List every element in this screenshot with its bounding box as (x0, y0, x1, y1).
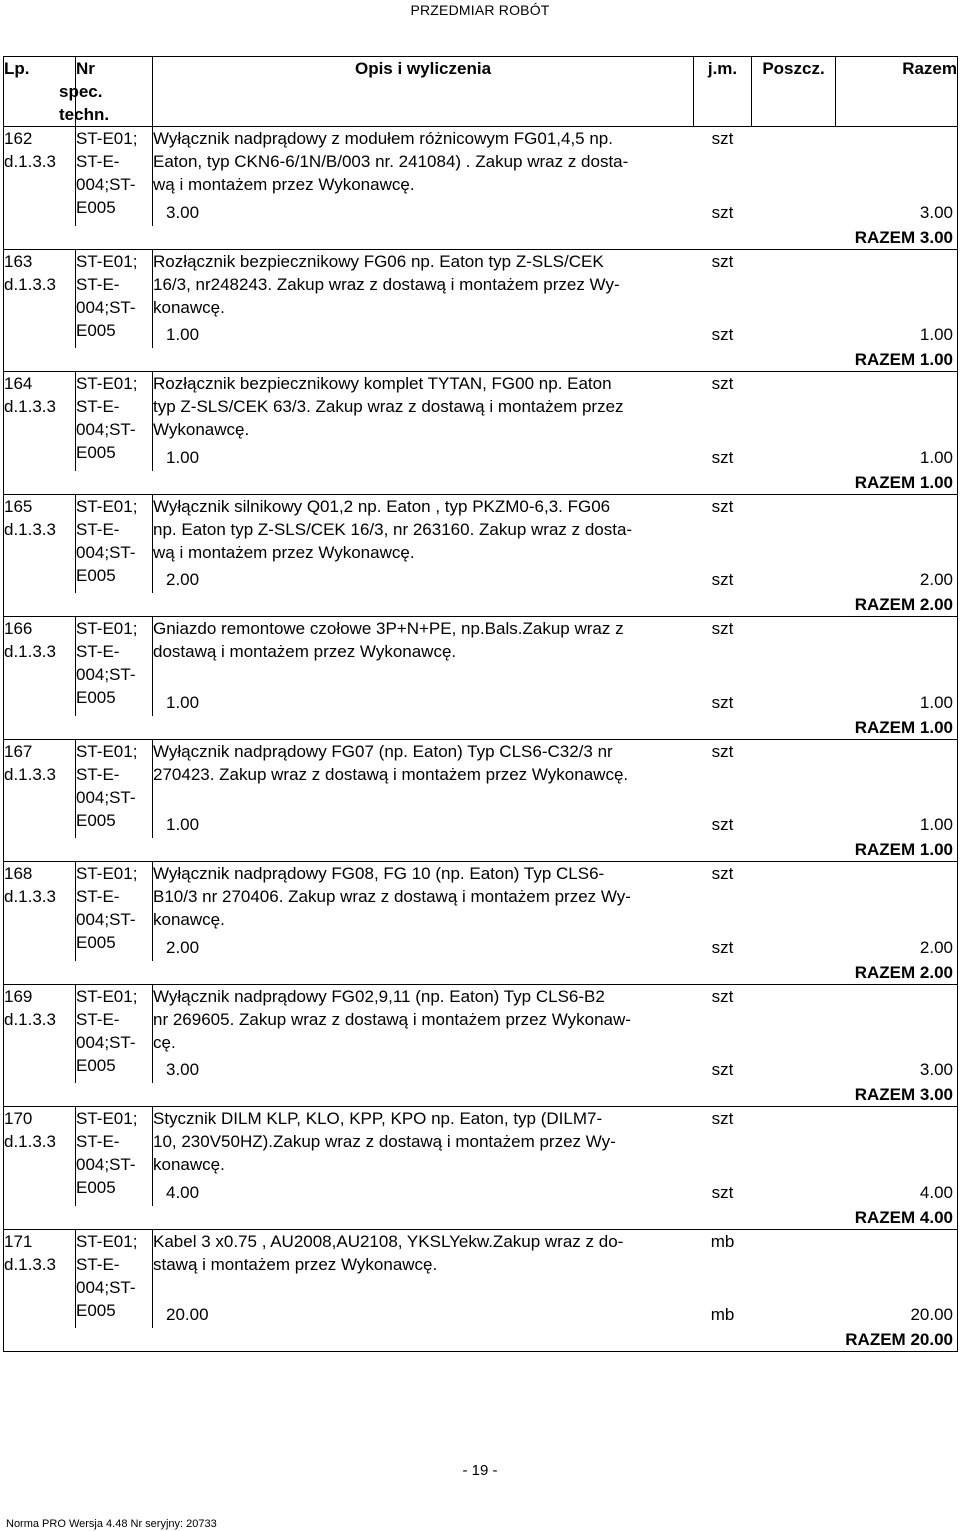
calc-poszcz (752, 1181, 836, 1206)
item-spec-line: ST-E- (76, 1009, 120, 1029)
calc-quantity: 3.00 (153, 1058, 694, 1083)
item-lp-number: 169 (4, 986, 33, 1006)
item-description (153, 249, 694, 323)
item-unit: szt (711, 374, 734, 393)
software-version: Norma PRO Wersja 4.48 Nr seryjny: 20733 (6, 1518, 217, 1530)
column-header-nr (59, 57, 153, 127)
page-number: - 19 - (462, 1462, 498, 1479)
sum-row (4, 593, 958, 617)
sum-row (4, 471, 958, 495)
item-poszcz (752, 984, 836, 1058)
column-header-nr-line: Nr (76, 59, 95, 78)
sum-row (4, 1328, 958, 1352)
item-description-line: B10/3 nr 270406. Zakup wraz z dostawą i montażem przez Wy- (153, 887, 631, 906)
item-lp-section: d.1.3.3 (4, 1009, 56, 1029)
column-header-lp: Lp. (4, 57, 76, 127)
calc-poszcz (752, 1303, 836, 1328)
sum-label: RAZEM (854, 227, 916, 247)
item-spec-line: ST-E- (76, 642, 120, 661)
sum-spacer (4, 1083, 752, 1107)
item-lp-number: 167 (4, 741, 33, 761)
calc-poszcz (752, 813, 836, 838)
item-poszcz (752, 1229, 836, 1303)
item-lp (4, 127, 76, 226)
item-poszcz (752, 494, 836, 568)
item-lp (4, 249, 76, 348)
page-header-title: PRZEDMIAR ROBÓT (410, 2, 550, 18)
item-razem (836, 127, 958, 201)
item-poszcz (752, 1107, 836, 1181)
item-unit: szt (711, 864, 734, 883)
item-description-line: Wyłącznik nadprądowy FG07 (np. Eaton) Typ CLS6-C32/3 nr (153, 741, 613, 761)
item-description (153, 127, 694, 201)
item-lp (4, 984, 76, 1083)
sum-value: 1.00 (919, 350, 953, 369)
calc-poszcz (752, 691, 836, 716)
item-lp-number: 166 (4, 619, 33, 638)
item-spec (76, 372, 153, 471)
sum-razem (752, 226, 958, 250)
calc-unit: szt (711, 692, 734, 712)
item-description (153, 1107, 694, 1181)
item-spec-line: ST-E- (76, 887, 120, 906)
table-row (4, 1229, 958, 1303)
item-spec-line: 004;ST- (76, 175, 136, 194)
item-lp (4, 617, 76, 716)
item-spec-line: ST-E01; (76, 986, 138, 1006)
item-spec-line: 004;ST- (76, 910, 136, 929)
item-spec-line: ST-E01; (76, 864, 138, 883)
sum-razem (752, 348, 958, 372)
calc-quantity: 1.00 (153, 813, 694, 838)
item-description-line: np. Eaton typ Z-SLS/CEK 16/3, nr 263160. Zakup wraz z dosta- (153, 519, 633, 539)
item-lp-number: 168 (4, 864, 33, 883)
calc-value: 2.00 (836, 568, 958, 593)
calc-poszcz (752, 568, 836, 593)
sum-label: RAZEM (854, 840, 916, 859)
item-description-line: typ Z-SLS/CEK 63/3. Zakup wraz z dostawą i montażem przez (153, 397, 624, 416)
item-description-line: Wyłącznik nadprądowy z modułem różnicowym FG01,4,5 np. (153, 129, 613, 148)
sum-value: 2.00 (919, 595, 953, 614)
table-row (4, 127, 958, 201)
calc-unit: szt (711, 202, 734, 222)
calc-quantity: 4.00 (153, 1181, 694, 1206)
sum-row (4, 716, 958, 740)
item-description-line: Wykonawcę. (153, 420, 250, 439)
item-poszcz (752, 372, 836, 446)
sum-row (4, 961, 958, 985)
calc-quantity: 1.00 (153, 446, 694, 471)
sum-spacer (4, 1206, 752, 1230)
calc-unit: szt (711, 325, 734, 344)
item-spec-line: E005 (76, 1300, 116, 1320)
item-lp (4, 862, 76, 961)
sum-razem (752, 1083, 958, 1107)
table-row (4, 494, 958, 568)
calc-quantity: 3.00 (153, 201, 694, 226)
item-description (153, 1229, 694, 1303)
sum-row (4, 1083, 958, 1107)
item-spec (76, 494, 153, 593)
item-spec-line: ST-E01; (76, 496, 138, 516)
sum-row (4, 838, 958, 862)
item-spec-line: ST-E01; (76, 129, 138, 148)
calc-value: 3.00 (836, 201, 958, 226)
item-description-line: Kabel 3 x0.75 , AU2008,AU2108, YKSLYekw.Zakup wraz z do- (153, 1231, 624, 1251)
item-spec-line: ST-E- (76, 152, 120, 171)
calc-poszcz (752, 201, 836, 226)
item-lp-section: d.1.3.3 (4, 397, 56, 416)
sum-spacer (4, 961, 752, 985)
item-description-line: Wyłącznik silnikowy Q01,2 np. Eaton , typ PKZM0-6,3. FG06 (153, 496, 611, 516)
item-unit: szt (711, 741, 734, 761)
calc-value: 1.00 (836, 691, 958, 716)
item-poszcz (752, 127, 836, 201)
item-spec-line: E005 (76, 810, 116, 830)
sum-value: 2.00 (919, 962, 953, 982)
item-spec-line: ST-E- (76, 274, 120, 294)
item-description-line: wą i montażem przez Wykonawcę. (153, 175, 415, 194)
calc-unit: szt (711, 1182, 734, 1202)
column-header-poszcz: Poszcz. (752, 57, 836, 127)
item-unit: szt (711, 129, 734, 148)
item-razem (836, 617, 958, 691)
item-razem (836, 1229, 958, 1303)
calc-unit: szt (711, 937, 734, 957)
item-razem (836, 862, 958, 936)
item-lp-section: d.1.3.3 (4, 274, 56, 294)
sum-label: RAZEM (854, 717, 916, 737)
item-spec-line: ST-E01; (76, 1109, 138, 1128)
table-row (4, 1107, 958, 1181)
item-spec-line: E005 (76, 443, 116, 462)
item-lp-section: d.1.3.3 (4, 152, 56, 171)
item-description-line: Rozłącznik bezpiecznikowy FG06 np. Eaton typ Z-SLS/CEK (153, 251, 604, 271)
item-spec-line: E005 (76, 198, 116, 217)
item-description-line: cę. (153, 1032, 176, 1052)
item-spec-line: ST-E01; (76, 619, 138, 638)
item-lp (4, 372, 76, 471)
item-description (153, 372, 694, 446)
sum-value: 1.00 (919, 840, 953, 859)
table-row (4, 984, 958, 1058)
item-spec (76, 127, 153, 226)
item-spec-line: 004;ST- (76, 1155, 136, 1174)
table-row (4, 372, 958, 446)
sum-label: RAZEM (854, 350, 916, 369)
item-spec-line: ST-E01; (76, 1231, 138, 1251)
sum-spacer (4, 593, 752, 617)
item-description-line: 270423. Zakup wraz z dostawą i montażem przez Wykonawcę. (153, 764, 629, 784)
sum-label: RAZEM (854, 962, 916, 982)
item-razem (836, 249, 958, 323)
column-header-razem: Razem (836, 57, 958, 127)
item-lp-number: 171 (4, 1231, 33, 1251)
item-unit: szt (711, 619, 734, 638)
item-spec-line: E005 (76, 320, 116, 340)
item-lp-section: d.1.3.3 (4, 764, 56, 784)
item-lp-section: d.1.3.3 (4, 642, 56, 661)
calc-quantity: 20.00 (153, 1303, 694, 1328)
item-spec-line: ST-E- (76, 519, 120, 539)
item-description-line: Rozłącznik bezpiecznikowy komplet TYTAN, FG00 np. Eaton (153, 374, 612, 393)
table-row (4, 739, 958, 813)
calc-unit: mb (710, 1305, 735, 1324)
item-razem (836, 372, 958, 446)
calc-quantity: 2.00 (153, 936, 694, 961)
calc-unit: szt (711, 815, 734, 834)
item-spec (76, 739, 153, 838)
sum-row (4, 348, 958, 372)
calc-quantity: 1.00 (153, 323, 694, 348)
column-header-opis: Opis i wyliczenia (153, 57, 694, 127)
table-row (4, 617, 958, 691)
item-spec-line: 004;ST- (76, 1032, 136, 1052)
item-spec-line: E005 (76, 565, 116, 585)
item-spec-line: 004;ST- (76, 297, 136, 317)
item-description-line: Wyłącznik nadprądowy FG02,9,11 (np. Eaton) Typ CLS6-B2 (153, 986, 605, 1006)
item-razem (836, 739, 958, 813)
sum-value: 1.00 (919, 472, 953, 492)
sum-row (4, 1206, 958, 1230)
item-poszcz (752, 862, 836, 936)
sum-label: RAZEM (845, 1330, 906, 1349)
item-spec-line: ST-E- (76, 397, 120, 416)
item-lp (4, 739, 76, 838)
column-header-nr-line: techn. (59, 105, 110, 124)
item-poszcz (752, 249, 836, 323)
calc-poszcz (752, 323, 836, 348)
item-lp-number: 162 (4, 129, 33, 148)
sum-spacer (4, 226, 752, 250)
item-description (153, 739, 694, 813)
table-row (4, 249, 958, 323)
item-poszcz (752, 739, 836, 813)
item-lp-number: 170 (4, 1109, 33, 1128)
item-description-line: 10, 230V50HZ).Zakup wraz z dostawą i montażem przez Wy- (153, 1132, 616, 1151)
item-spec-line: E005 (76, 1178, 116, 1197)
sum-spacer (4, 348, 752, 372)
item-spec-line: E005 (76, 688, 116, 707)
calc-value: 1.00 (836, 813, 958, 838)
calc-poszcz (752, 446, 836, 471)
sum-razem (752, 471, 958, 495)
item-description (153, 984, 694, 1058)
sum-label: RAZEM (854, 1207, 916, 1227)
item-spec-line: ST-E01; (76, 374, 138, 393)
table-body (4, 127, 958, 1352)
calc-value: 4.00 (836, 1181, 958, 1206)
sum-value: 4.00 (919, 1207, 953, 1227)
item-description-line: wą i montażem przez Wykonawcę. (153, 542, 415, 562)
sum-label: RAZEM (854, 472, 916, 492)
item-lp-number: 163 (4, 251, 33, 271)
item-lp (4, 1107, 76, 1206)
item-spec-line: ST-E01; (76, 251, 138, 271)
calc-unit: szt (711, 570, 734, 589)
item-lp-section: d.1.3.3 (4, 1132, 56, 1151)
item-description-line: Wyłącznik nadprądowy FG08, FG 10 (np. Eaton) Typ CLS6- (153, 864, 605, 883)
item-description-line: konawcę. (153, 1155, 225, 1174)
calc-poszcz (752, 936, 836, 961)
sum-razem (752, 716, 958, 740)
item-lp (4, 1229, 76, 1328)
calc-value: 2.00 (836, 936, 958, 961)
item-spec-line: 004;ST- (76, 542, 136, 562)
item-spec-line: ST-E- (76, 1132, 120, 1151)
table-header (4, 57, 958, 127)
sum-label: RAZEM (854, 1085, 916, 1104)
table-row (4, 862, 958, 936)
calc-value: 1.00 (836, 323, 958, 348)
item-spec (76, 862, 153, 961)
item-spec (76, 617, 153, 716)
item-description-line: nr 269605. Zakup wraz z dostawą i montażem przez Wykonaw- (153, 1009, 631, 1029)
sum-row (4, 226, 958, 250)
item-lp-section: d.1.3.3 (4, 519, 56, 539)
item-description (153, 494, 694, 568)
item-razem (836, 1107, 958, 1181)
item-unit: szt (711, 251, 734, 271)
sum-value: 3.00 (919, 227, 953, 247)
item-razem (836, 494, 958, 568)
sum-label: RAZEM (854, 595, 916, 614)
sum-razem (752, 593, 958, 617)
column-header-nr-line: spec. (59, 82, 103, 101)
calc-value: 1.00 (836, 446, 958, 471)
item-unit: szt (711, 986, 734, 1006)
calc-poszcz (752, 1058, 836, 1083)
sum-razem (752, 961, 958, 985)
item-spec (76, 1229, 153, 1328)
item-description-line: Gniazdo remontowe czołowe 3P+N+PE, np.Bals.Zakup wraz z (153, 619, 624, 638)
item-spec-line: 004;ST- (76, 420, 136, 439)
item-lp-number: 165 (4, 496, 33, 516)
item-description-line: 16/3, nr248243. Zakup wraz z dostawą i montażem przez Wy- (153, 274, 620, 294)
item-description-line: dostawą i montażem przez Wykonawcę. (153, 642, 457, 661)
item-unit: szt (711, 1109, 734, 1128)
item-spec-line: ST-E01; (76, 741, 138, 761)
item-lp-section: d.1.3.3 (4, 1254, 56, 1274)
sum-razem (752, 838, 958, 862)
item-unit: szt (711, 496, 734, 516)
column-header-jm: j.m. (694, 57, 752, 127)
item-spec-line: 004;ST- (76, 1277, 136, 1297)
item-lp-section: d.1.3.3 (4, 887, 56, 906)
item-description-line: konawcę. (153, 297, 225, 317)
item-lp (4, 494, 76, 593)
item-spec-line: ST-E- (76, 764, 120, 784)
sum-spacer (4, 716, 752, 740)
item-spec-line: ST-E- (76, 1254, 120, 1274)
sum-value: 1.00 (919, 717, 953, 737)
sum-value: 3.00 (919, 1085, 953, 1104)
item-spec-line: E005 (76, 933, 116, 952)
sum-spacer (4, 838, 752, 862)
calc-value: 20.00 (836, 1303, 958, 1328)
item-unit: mb (710, 1231, 735, 1251)
item-razem (836, 984, 958, 1058)
item-spec-line: 004;ST- (76, 665, 136, 684)
item-spec-line: 004;ST- (76, 787, 136, 807)
sum-razem (752, 1328, 958, 1352)
item-spec (76, 984, 153, 1083)
calc-quantity: 2.00 (153, 568, 694, 593)
item-description (153, 862, 694, 936)
item-spec (76, 1107, 153, 1206)
sum-spacer (4, 1328, 752, 1352)
item-description-line: Stycznik DILM KLP, KLO, KPP, KPO np. Eaton, typ (DILM7- (153, 1109, 603, 1128)
item-spec-line: E005 (76, 1055, 116, 1075)
calc-unit: szt (711, 1060, 734, 1079)
item-description-line: Eaton, typ CKN6-6/1N/B/003 nr. 241084) . Zakup wraz z dosta- (153, 152, 629, 171)
calc-value: 3.00 (836, 1058, 958, 1083)
item-spec (76, 249, 153, 348)
item-description (153, 617, 694, 691)
item-description-line: stawą i montażem przez Wykonawcę. (153, 1254, 438, 1274)
sum-spacer (4, 471, 752, 495)
calc-quantity: 1.00 (153, 691, 694, 716)
sum-value: 20.00 (910, 1330, 953, 1349)
sum-razem (752, 1206, 958, 1230)
item-lp-number: 164 (4, 374, 33, 393)
item-poszcz (752, 617, 836, 691)
item-description-line: konawcę. (153, 910, 225, 929)
przedmiar-table (3, 56, 958, 1352)
calc-unit: szt (711, 447, 734, 467)
